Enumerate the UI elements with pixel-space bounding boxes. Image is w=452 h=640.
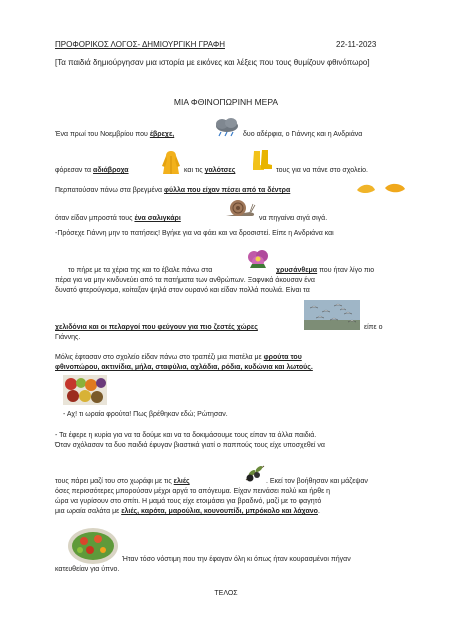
intro-note: [Τα παιδιά δημιούργησαν μια ιστορία με εικόνες και λέξεις που τους θυμίζουν φθινόπωρο] [55,58,370,67]
story-line: - Αχ! τι ωραία φρούτα! Πως βρέθηκαν εδώ; Ρώτησαν. [63,411,228,418]
text-span: τους πάρει μαζί του στο χωράφι με τις [55,478,174,485]
story-line [55,507,320,516]
text-span: . [317,508,320,515]
story-line: δυνατό φτερούγισμα, κοίταξαν ψηλά στον ουρανό και είδαν πολλά πουλιά. Είναι τα [55,287,310,294]
keyword: ελιές, καρότα, μαρούλια, κουνουπίδι, μπρόκολο και λάχανο [121,508,318,515]
story-line: τους για να πάνε στο σχολείο. [276,167,368,174]
story-line: πέρα για να μην κινδυνεύει από τα πατήματα των ανθρώπων. Ξαφνικά άκουσαν ένα [55,277,315,284]
keyword-line: φθινοπώρου, ακτινίδια, μήλα, σταφύλια, αχλάδια, ρόδια, κυδώνια και λωτούς. [55,364,313,371]
keyword: αδιάβροχα [93,167,129,174]
story-line: το πήρε με τα χέρια της και το έβαλε πάνω στα [68,267,213,274]
birds-icon [304,300,360,330]
keyword: χρυσάνθεμα [276,267,318,274]
the-end: ΤΕΛΟΣ [214,590,238,597]
story-line [55,186,290,195]
salad-icon [66,526,120,566]
document-date: 22-11-2023 [336,40,377,49]
raincoat-icon [162,150,180,176]
autumn-leaves-icon [355,182,407,196]
keyword: φρούτα του [263,354,302,361]
rain-cloud-icon [213,117,241,137]
story-line: κατευθείαν για ύπνο. [55,566,120,573]
keyword: έβρεχε, [149,131,175,138]
story-line: Όταν σχόλασαν τα δυο παιδιά έφυγαν βιαστικά γιατί ο παππούς τους είχε υποσχεθεί να [55,442,325,449]
olive-branch-icon [244,462,266,484]
story-line [55,323,258,332]
story-line: Ήταν τόσο νόστιμη που την έφαγαν όλη κι όπως ήταν κουρασμένοι πήγαν [122,556,351,563]
rain-boots-icon [252,150,272,172]
snail-icon [224,198,256,218]
keyword: ένα σαλιγκάρι [134,215,181,222]
story-line [55,353,302,362]
story-line: - Τα έφερε η κυρία για να τα δούμε και να τα δοκιμάσουμε τους είπαν τα άλλα παιδιά. [55,432,317,439]
text-span: μια ωραία σαλάτα με [55,508,122,515]
story-line [55,477,190,486]
text-span: Περπατούσαν πάνω στα βρεγμένα [55,187,164,194]
story-line [276,266,374,275]
story-line: Γιάννης. [55,334,81,341]
story-line: είπε ο [364,324,383,331]
story-title: ΜΙΑ ΦΘΙΝΟΠΩΡΙΝΗ ΜΕΡΑ [173,97,279,107]
story-line: ώρα να γυρίσουν στο σπίτι. Η μαμά τους είχε ετοιμάσει για βραδινό, μαζί με το φαγητό [55,498,322,505]
keyword: χελιδόνια και οι πελαργοί που φεύγουν για πιο ζεστές χώρες [55,324,258,331]
story-line [184,166,235,175]
story-line: όσες περισσότερες μπορούσαν μέχρι αργά το απόγευμα. Είχαν πεινάσει πολύ και ήρθε η [55,488,331,495]
keyword: γαλότσες [204,167,236,174]
story-line [55,214,181,223]
chrysanthemum-icon [246,248,270,270]
text-span: και τις [184,167,205,174]
story-line [55,166,129,175]
story-line: να πηγαίνει σιγά σιγά. [259,215,328,222]
text-span: όταν είδαν μπροστά τους [55,215,135,222]
story-line: . Εκεί τον βοήθησαν και μάζεψαν [266,478,368,485]
keyword: φύλλα που είχαν πέσει από τα δέντρα [163,187,291,194]
fruit-platter-icon [63,375,107,405]
story-line: -Πρόσεχε Γιάννη μην το πατήσεις! Βγήκε για να φάει και να δροσιστεί. Είπε η Ανδριάνα και [55,230,334,237]
text-span: Ένα πρωί του Νοεμβρίου που [55,131,150,138]
text-span: φόρεσαν τα [55,167,94,174]
text-span: Μόλις έφτασαν στο σχολείο είδαν πάνω στο τραπέζι μια πιατέλα με [55,354,264,361]
text-span: που ήταν λίγο πιο [317,267,375,274]
document-title: ΠΡΟΦΟΡΙΚΟΣ ΛΟΓΟΣ- ΔΗΜΙΟΥΡΓΙΚΗ ΓΡΑΦΗ [55,40,225,49]
keyword: ελιές [173,478,190,485]
story-line [55,130,174,139]
story-line: δυο αδέρφια, ο Γιάννης και η Ανδριάνα [243,131,363,138]
